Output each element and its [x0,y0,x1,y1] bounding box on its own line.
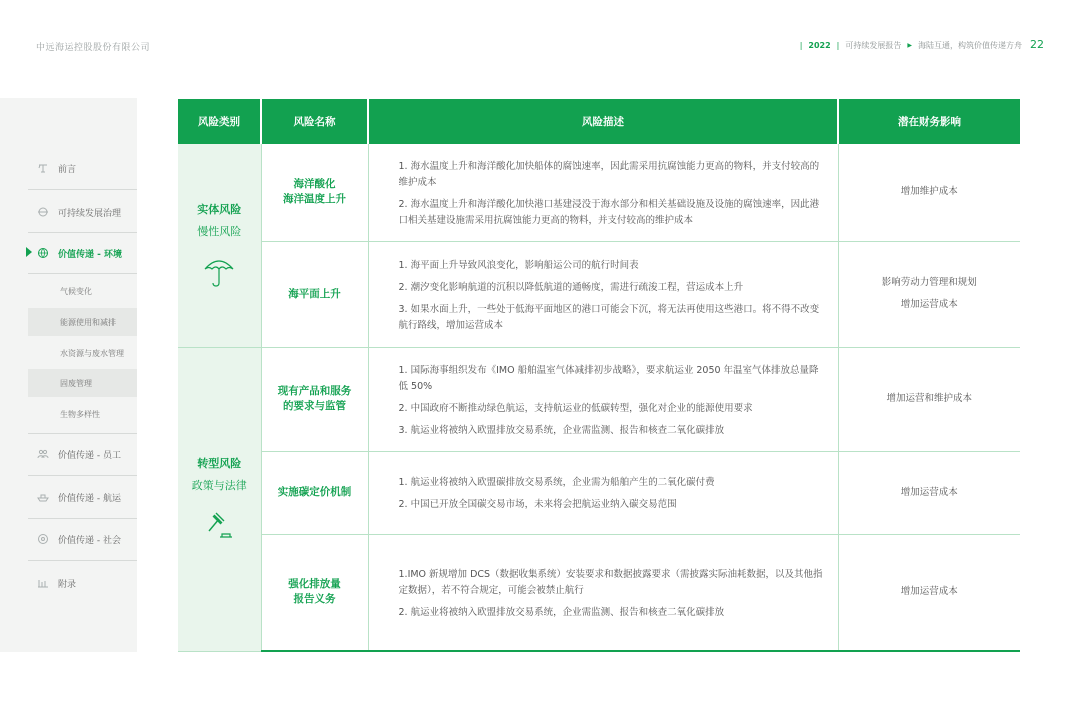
risk-name-cell [261,451,368,534]
sidebar-item-appendix[interactable] [28,573,137,593]
table-row [178,347,1020,451]
umbrella-icon [202,253,236,289]
sidebar-item-label: 价值传递 - 员工 [58,450,121,461]
header-risk-name: 风险名称 [261,99,368,144]
description-item: 1. 航运业将被纳入欧盟碳排放交易系统，企业需为船舶产生的二氧化碳付费 [398,477,715,488]
risk-name-line: 海平面上升 [288,287,341,300]
company-name: 中远海运控股股份有限公司 [36,43,151,53]
financial-impact-cell [838,347,1020,451]
financial-impact-cell [838,144,1020,241]
description-item: 3. 如果水面上升，一些处于低海平面地区的港口可能会下沉，将无法再使用这些港口。将不得不改变航行路线，增加运营成本 [398,303,820,331]
report-year: 2022 [808,41,831,50]
category-subtitle: 政策与法律 [191,479,247,492]
gavel-icon [202,507,236,543]
sidebar-subitem-biodiversity[interactable]: 生物多样性 [60,409,100,419]
impact-item: 增加运营和维护成本 [886,393,972,404]
category-cell-physical [178,144,261,347]
sidebar-subitem-water[interactable]: 水资源与废水管理 [60,348,124,358]
risk-name-cell [261,534,368,651]
divider [28,475,137,476]
risk-description-cell [368,347,838,451]
table-row [178,144,1020,241]
header-financial-impact: 潜在财务影响 [838,99,1020,144]
table-row [178,451,1020,534]
financial-impact-cell [838,451,1020,534]
divider [28,518,137,519]
triangle-icon: ▶ [907,42,912,49]
impact-item: 增加运营成本 [900,586,958,598]
risk-description-cell [368,534,838,651]
sidebar-item-label: 附录 [58,579,77,590]
governance-icon [36,206,50,218]
risk-name-line: 现有产品和服务 [277,385,352,397]
sidebar-item-label: 价值传递 - 航运 [58,493,121,504]
category-cell-transition [178,347,261,651]
divider: | [799,41,803,50]
risk-name-line: 强化排放量 [288,578,341,591]
community-icon [36,533,50,545]
divider: | [836,41,840,50]
divider [28,560,137,561]
sidebar-subitem-climate[interactable]: 气候变化 [60,286,92,296]
sidebar-item-environment[interactable] [28,243,137,263]
risk-name-line: 实施碳定价机制 [277,486,352,498]
header-risk-category: 风险类别 [178,99,261,144]
report-title: 可持续发展报告 [845,41,902,50]
ship-icon [36,491,50,503]
report-breadcrumb [800,40,1022,51]
risk-name-line: 海洋温度上升 [283,193,346,206]
impact-item: 增加运营成本 [900,486,958,498]
divider [28,273,137,274]
description-item: 2. 潮汐变化影响航道的沉积以降低航道的通畅度，需进行疏浚工程，营运成本上升 [398,281,744,293]
financial-impact-cell [838,241,1020,347]
sidebar-item-governance[interactable] [28,202,137,222]
sidebar-item-label: 前言 [58,164,77,175]
risk-name-line: 报告义务 [293,593,336,606]
category-subtitle: 慢性风险 [197,225,242,239]
risk-description-cell [368,451,838,534]
description-item: 2. 中国已开放全国碳交易市场，未来将会把航运业纳入碳交易范围 [398,499,677,510]
sidebar-item-label: 可持续发展治理 [58,208,122,219]
category-title: 实体风险 [197,203,242,217]
sidebar-item-preface[interactable] [28,158,137,178]
description-item: 2. 海水温度上升和海洋酸化加快港口基建浸没于海水部分和相关基础设施及设施的腐蚀速率，因此港口相关基建设施需采用抗腐蚀能力更高的物料，并支付较高的维护成本 [398,198,820,226]
page-number: 22 [1030,38,1044,51]
description-item: 1.IMO 新规增加 DCS（数据收集系统）安装要求和数据披露要求（需披露实际油耗数据，以及其他指定数据），若不符合规定，可能会被禁止航行 [398,568,823,596]
risk-name-cell [261,347,368,451]
risk-description-cell [368,144,838,241]
divider [28,189,137,190]
description-item: 2. 中国政府不断推动绿色航运，支持航运业的低碳转型，强化对企业的能源使用要求 [398,402,753,414]
sidebar-item-society[interactable] [28,529,137,549]
sidebar-subitem-energy[interactable]: 能源使用和减排 [28,308,137,336]
people-icon [36,448,50,460]
section-title: 海陆互通，构筑价值传递方舟 [918,41,1022,50]
description-item: 2. 航运业将被纳入欧盟排放交易系统，企业需监测、报告和核查二氧化碳排放 [398,606,725,618]
description-item: 3. 航运业将被纳入欧盟排放交易系统，企业需监测、报告和核查二氧化碳排放 [398,424,725,436]
description-item: 1. 海平面上升导致风浪变化，影响船运公司的航行时间表 [398,259,639,271]
header-risk-description: 风险描述 [368,99,838,144]
risk-name-line: 海洋酸化 [293,178,336,191]
table-row [178,241,1020,347]
bars-icon [36,577,50,589]
table-header-row [178,99,1020,144]
climate-risk-table [178,99,1020,652]
impact-item: 增加维护成本 [900,186,958,198]
risk-description-cell [368,241,838,347]
description-item: 1. 海水温度上升和海洋酸化加快船体的腐蚀速率，因此需采用抗腐蚀能力更高的物料，并支付较高的维护成本 [398,160,820,188]
divider [28,433,137,434]
sidebar-item-shipping[interactable] [28,487,137,507]
description-item: 1. 国际海事组织发布《IMO 船舶温室气体减排初步战略》，要求航运业 2050 年温室气体排放总量降低 50% [398,364,819,392]
globe-icon [36,247,50,259]
financial-impact-cell [838,534,1020,651]
table-row [178,534,1020,651]
risk-name-cell [261,144,368,241]
sidebar-item-employees[interactable] [28,444,137,464]
risk-name-cell [261,241,368,347]
category-title: 转型风险 [197,457,242,470]
impact-item: 影响劳动力管理和规划 [881,277,977,288]
risk-name-line: 的要求与监管 [283,400,346,412]
impact-item: 增加运营成本 [900,299,958,310]
sidebar-subitem-waste[interactable]: 固废管理 [28,369,137,397]
divider [28,232,137,233]
sidebar-item-label: 价值传递 - 环境 [58,249,123,260]
sidebar-item-label: 价值传递 - 社会 [58,535,121,546]
lamp-icon [36,162,50,174]
